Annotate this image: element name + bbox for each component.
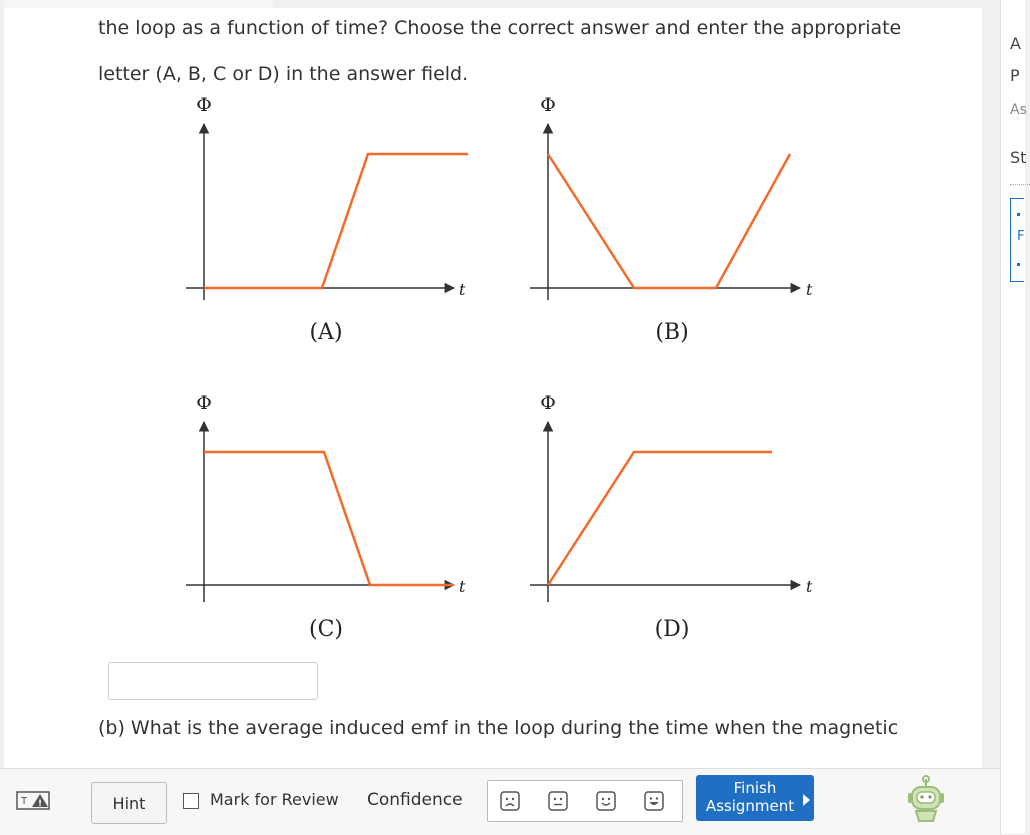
caret-right-icon	[803, 794, 810, 806]
graph-a-curve	[204, 154, 468, 288]
graph-d-x-label: t	[806, 577, 813, 596]
graph-c-x-label: t	[459, 577, 466, 596]
confidence-label: Confidence	[367, 790, 463, 810]
graph-c-label: (C)	[309, 617, 343, 642]
graph-a-y-label: Φ	[196, 94, 212, 116]
sidebar-bullet-icon	[1017, 213, 1020, 216]
bottom-toolbar	[0, 768, 1000, 835]
graph-b-x-label: t	[806, 280, 813, 299]
robot-tutor-icon[interactable]	[906, 775, 946, 827]
finish-assignment-button[interactable]	[696, 775, 814, 821]
sidebar-item-1[interactable]: A	[1010, 34, 1021, 53]
svg-text:!: !	[38, 799, 43, 809]
graph-a-label: (A)	[309, 320, 343, 345]
finish-label-line2: Assignment	[705, 797, 795, 815]
sidebar-item-5[interactable]: F	[1017, 229, 1025, 244]
answer-field[interactable]	[108, 662, 318, 700]
graph-d	[530, 392, 813, 642]
sidebar-divider	[1010, 184, 1030, 185]
flux-graphs	[4, 8, 982, 668]
graph-b-curve	[548, 154, 790, 288]
sidebar-bullet-icon	[1017, 263, 1020, 266]
graph-d-label: (D)	[654, 617, 690, 642]
confidence-high-icon[interactable]	[644, 791, 664, 811]
sidebar-item-2[interactable]: P	[1010, 66, 1020, 85]
top-strip	[4, 0, 274, 8]
graph-b	[530, 94, 813, 345]
hint-button[interactable]: Hint	[91, 782, 167, 824]
confidence-low-icon[interactable]	[500, 791, 520, 811]
graph-d-curve	[548, 452, 772, 585]
finish-label-line1: Finish	[733, 779, 777, 797]
graph-a-x-label: t	[459, 280, 466, 299]
graph-b-label: (B)	[655, 320, 689, 345]
right-sidebar	[1000, 0, 1025, 834]
graph-c-curve	[204, 452, 454, 585]
sidebar-panel	[1010, 198, 1024, 282]
sidebar-item-4[interactable]: St	[1010, 148, 1027, 167]
mark-review-label[interactable]: Mark for Review	[210, 790, 339, 809]
confidence-medium-high-icon[interactable]	[596, 791, 616, 811]
graph-a	[186, 94, 468, 345]
graph-d-y-label: Φ	[540, 392, 556, 414]
question-line-1: the loop as a function of time? Choose the correct answer and enter the appropriate	[98, 17, 902, 39]
question-line-2: letter (A, B, C or D) in the answer field.	[98, 63, 469, 85]
mark-review-checkbox[interactable]	[183, 793, 199, 809]
graph-c-y-label: Φ	[196, 392, 212, 414]
graph-c	[186, 392, 466, 642]
sidebar-item-3[interactable]: As	[1010, 102, 1027, 118]
graph-b-y-label: Φ	[540, 94, 556, 116]
confidence-medium-low-icon[interactable]	[548, 791, 568, 811]
question-panel	[4, 8, 982, 768]
report-problem-icon[interactable]	[16, 791, 52, 811]
confidence-selector	[487, 780, 683, 822]
question-part-b: (b) What is the average induced emf in the loop during the time when the magnetic	[98, 717, 899, 739]
svg-text:T: T	[21, 796, 28, 807]
